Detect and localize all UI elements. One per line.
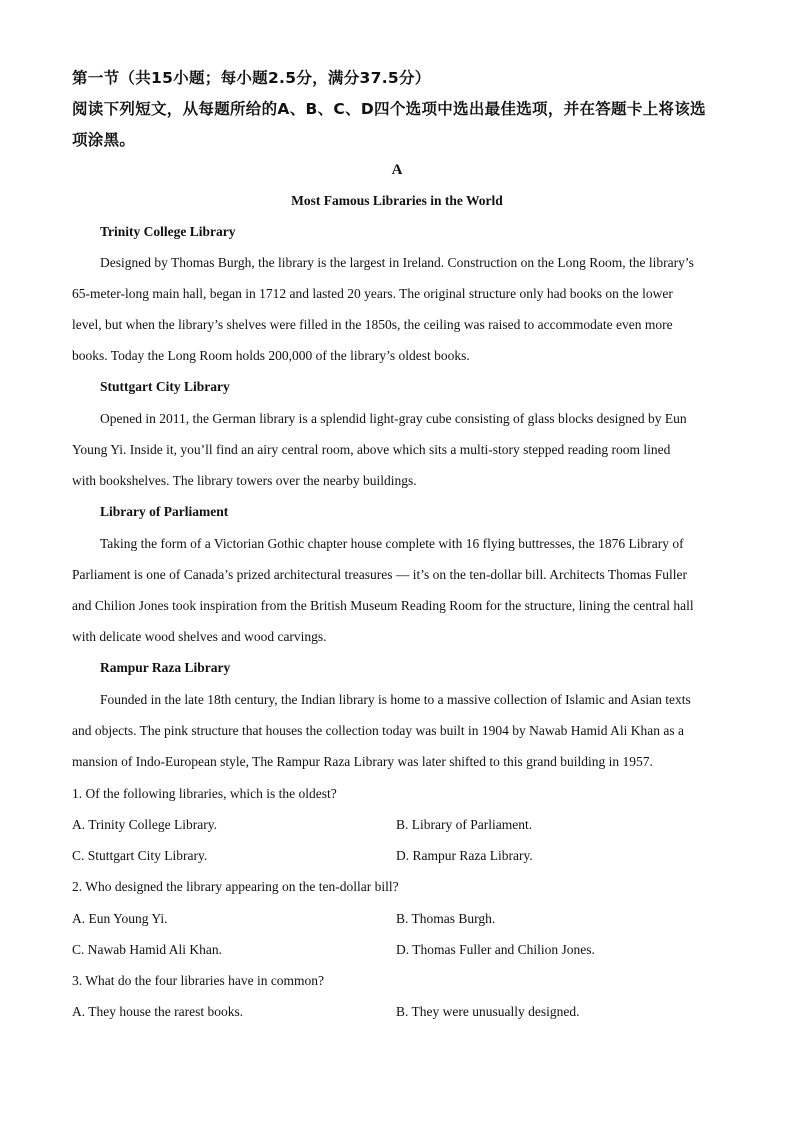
paragraph-line: Taking the form of a Victorian Gothic chapter house complete with 16 flying buttresses, the 1876 Library of [100,536,684,551]
paragraph-line: Designed by Thomas Burgh, the library is the largest in Ireland. Construction on the Long Room, the library’s [100,255,694,270]
section-instructions-continued: 项涂黑。 [72,131,136,149]
question-3-option-b: B. They were unusually designed. [396,1004,580,1019]
paragraph-line: Parliament is one of Canada’s prized architectural treasures — it’s on the ten-dollar bill. Architects Thomas Fuller [72,567,687,582]
question-1-option-b: B. Library of Parliament. [396,817,533,832]
question-2-option-d: D. Thomas Fuller and Chilion Jones. [396,942,595,957]
section-instructions: 阅读下列短文，从每题所给的A、B、C、D四个选项中选出最佳选项，并在答题卡上将该选 [72,100,706,118]
paragraph-line: level, but when the library’s shelves were filled in the 1850s, the ceiling was raised to accommodate even more [72,317,673,332]
passage-letter: A [391,162,403,178]
paragraph-line: 65-meter-long main hall, began in 1712 and lasted 20 years. The original structure only had books on the lower [72,286,673,301]
question-2-option-a: A. Eun Young Yi. [72,911,168,926]
library-heading-stuttgart: Stuttgart City Library [100,379,230,394]
library-heading-trinity: Trinity College Library [100,224,236,239]
paragraph-line: with delicate wood shelves and wood carvings. [72,629,327,644]
paragraph-line: Founded in the late 18th century, the Indian library is home to a massive collection of Islamic and Asian texts [100,692,691,707]
passage-title: Most Famous Libraries in the World [291,193,503,208]
library-heading-rampur: Rampur Raza Library [100,660,231,675]
question-1-option-c: C. Stuttgart City Library. [72,848,208,863]
paragraph-line: with bookshelves. The library towers over the nearby buildings. [72,473,417,488]
paragraph-line: mansion of Indo-European style, The Rampur Raza Library was later shifted to this grand building in 1957. [72,754,653,769]
question-2-stem: 2. Who designed the library appearing on the ten-dollar bill? [72,879,399,894]
paragraph-line: Young Yi. Inside it, you’ll find an airy central room, above which sits a multi-story stepped reading room lined [72,442,671,457]
paragraph-line: Opened in 2011, the German library is a splendid light-gray cube consisting of glass blocks designed by Eun [100,411,687,426]
question-1-stem: 1. Of the following libraries, which is the oldest? [72,786,337,801]
paragraph-line: books. Today the Long Room holds 200,000 of the library’s oldest books. [72,348,470,363]
paragraph-line: and Chilion Jones took inspiration from the British Museum Reading Room for the structure, lining the central hall [72,598,694,613]
question-1-option-a: A. Trinity College Library. [72,817,217,832]
question-1-option-d: D. Rampur Raza Library. [396,848,533,863]
question-2-option-c: C. Nawab Hamid Ali Khan. [72,942,222,957]
paragraph-line: and objects. The pink structure that houses the collection today was built in 1904 by Nawab Hamid Ali Khan as a [72,723,684,738]
question-3-stem: 3. What do the four libraries have in common? [72,973,325,988]
question-3-option-a: A. They house the rarest books. [72,1004,244,1019]
question-2-option-b: B. Thomas Burgh. [396,911,496,926]
section-header: 第一节（共15小题；每小题2.5分，满分37.5分） [72,69,431,87]
library-heading-parliament: Library of Parliament [100,504,229,519]
